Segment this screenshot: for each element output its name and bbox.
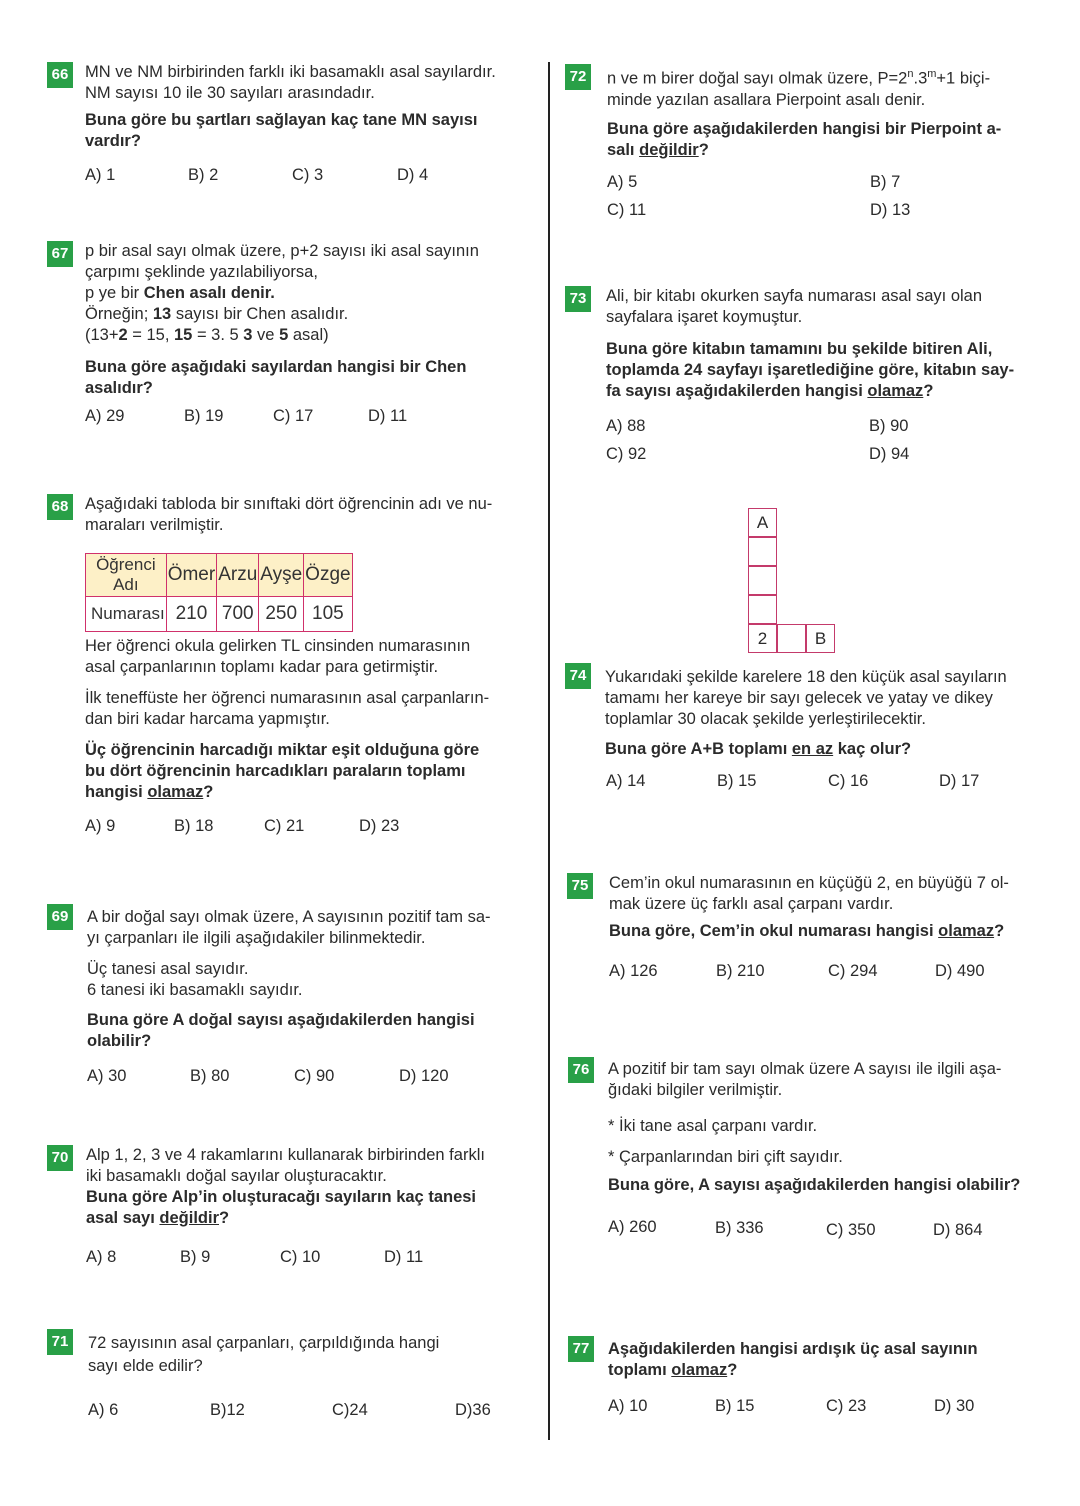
question-prompt: Buna göre A+B toplamı en az kaç olur? xyxy=(605,740,912,758)
option-a[interactable]: A) 9 xyxy=(85,817,116,835)
question-number: 69 xyxy=(47,904,73,930)
option-c[interactable]: C) 21 xyxy=(264,817,305,835)
question-text: mak üzere üç farklı asal çarpanı vardır. xyxy=(609,895,894,913)
option-d[interactable]: D) 4 xyxy=(397,166,429,184)
option-c[interactable]: C) 16 xyxy=(828,772,869,790)
option-c[interactable]: C) 294 xyxy=(828,962,878,980)
table-cell: 210 xyxy=(166,597,217,632)
question-text: A bir doğal sayı olmak üzere, A sayısının pozitif tam sa- xyxy=(87,908,491,926)
option-c[interactable]: C) 10 xyxy=(280,1248,321,1266)
option-d[interactable]: D) 11 xyxy=(368,407,408,425)
option-b[interactable]: B) 210 xyxy=(716,962,765,980)
option-b[interactable]: B) 9 xyxy=(180,1248,211,1266)
question-text: Ali, bir kitabı okurken sayfa numarası asal sayı olan xyxy=(606,287,983,305)
question-prompt: Buna göre A doğal sayısı aşağıdakilerden hangisi xyxy=(87,1011,475,1029)
question-prompt: Buna göre, A sayısı aşağıdakilerden hangisi olabilir? xyxy=(608,1176,1021,1194)
question-number: 75 xyxy=(567,873,593,899)
question-text: Yukarıdaki şekilde karelere 18 den küçük asal sayıların xyxy=(605,668,1007,686)
question-text: Alp 1, 2, 3 ve 4 rakamlarını kullanarak birbirinden farklı xyxy=(86,1146,485,1164)
option-a[interactable]: A) 260 xyxy=(608,1218,657,1236)
question-text: n ve m birer doğal sayı olmak üzere, $P=2^n.3^m+1$ biçi- xyxy=(607,68,991,88)
option-b[interactable]: B) 90 xyxy=(869,417,909,435)
question-number: 74 xyxy=(565,663,591,689)
grid-cell-a: A xyxy=(748,508,777,537)
table-row xyxy=(86,597,353,632)
question-text: * İki tane asal çarpanı vardır. xyxy=(608,1117,818,1135)
option-a[interactable]: A) 126 xyxy=(609,962,658,980)
question-number: 68 xyxy=(47,494,73,520)
question-prompt: bu dört öğrencinin harcadıkları paraların toplamı xyxy=(85,762,466,780)
question-prompt: Buna göre aşağıdakilerden hangisi bir Pierpoint a- xyxy=(607,119,1002,138)
option-d[interactable]: D) 13 xyxy=(870,201,911,219)
question-prompt: Buna göre Alp’in oluşturacağı sayıların kaç tanesi xyxy=(86,1188,477,1206)
question-prompt: vardır? xyxy=(85,132,141,150)
question-text: p ye bir Chen asalı denir. xyxy=(85,284,275,302)
question-text: dan biri kadar harcama yapmıştır. xyxy=(85,710,330,728)
question-text: p bir asal sayı olmak üzere, p+2 sayısı iki asal sayının xyxy=(85,242,479,260)
option-d[interactable]: D) 11 xyxy=(384,1248,424,1266)
option-b[interactable]: B) 15 xyxy=(715,1397,755,1415)
grid-cell-2: 2 xyxy=(748,624,777,653)
grid-cell-b: B xyxy=(806,624,835,653)
question-text: tamamı her kareye bir sayı gelecek ve yatay ve dikey xyxy=(605,689,993,707)
student-table xyxy=(85,553,353,632)
question-prompt: asalıdır? xyxy=(85,379,153,397)
option-b[interactable]: B) 80 xyxy=(190,1067,230,1085)
question-prompt: Buna göre, Cem’in okul numarası hangisi olamaz? xyxy=(609,922,1005,940)
option-c[interactable]: C) 17 xyxy=(273,407,314,425)
grid-cell xyxy=(748,566,777,595)
question-text: asal çarpanlarının toplamı kadar para getirmiştir. xyxy=(85,658,439,676)
question-prompt: hangisi olamaz? xyxy=(85,783,214,801)
option-c[interactable]: C) 350 xyxy=(826,1221,876,1239)
question-prompt: Buna göre kitabın tamamını bu şekilde bitiren Ali, xyxy=(606,340,993,358)
table-header-cell: Özge xyxy=(304,554,352,597)
option-a[interactable]: A) 5 xyxy=(607,173,638,191)
table-header-cell: Arzu xyxy=(217,554,259,597)
question-prompt: Buna göre bu şartları sağlayan kaç tane MN sayısı xyxy=(85,111,478,129)
question-prompt: toplamı olamaz? xyxy=(608,1361,738,1379)
option-c[interactable]: C)24 xyxy=(332,1401,368,1419)
option-b[interactable]: B) 2 xyxy=(188,166,219,184)
grid-cell xyxy=(748,595,777,624)
question-text: yı çarpanları ile ilgili aşağıdakiler bilinmektedir. xyxy=(87,929,426,947)
question-number: 70 xyxy=(47,1145,73,1171)
option-d[interactable]: D) 120 xyxy=(399,1067,449,1085)
option-c[interactable]: C) 3 xyxy=(292,166,324,184)
question-text: Aşağıdaki tabloda bir sınıftaki dört öğrencinin adı ve nu- xyxy=(85,495,493,513)
option-b[interactable]: B) 19 xyxy=(184,407,224,425)
table-header-row xyxy=(86,554,353,597)
column-divider xyxy=(548,62,550,1440)
question-text: İlk teneffüste her öğrenci numarasının asal çarpanların- xyxy=(85,689,490,707)
question-text: sayfalara işaret koymuştur. xyxy=(606,308,803,326)
question-text: minde yazılan asallara Pierpoint asalı denir. xyxy=(607,90,926,109)
question-text: iki basamaklı doğal sayılar oluşturacaktır. xyxy=(86,1167,387,1185)
question-text: sayı elde edilir? xyxy=(88,1357,203,1375)
question-prompt: salı değildir? xyxy=(607,140,709,159)
option-d[interactable]: D) 864 xyxy=(933,1221,983,1239)
option-d[interactable]: D) 23 xyxy=(359,817,400,835)
question-prompt: Üç öğrencinin harcadığı miktar eşit olduğuna göre xyxy=(85,741,480,759)
table-header-cell: Ömer xyxy=(166,554,217,597)
option-d[interactable]: D) 17 xyxy=(939,772,980,790)
question-prompt: toplamda 24 sayfayı işaretlediğine göre, kitabın say- xyxy=(606,361,1015,379)
option-b[interactable]: B) 15 xyxy=(717,772,757,790)
question-prompt: olabilir? xyxy=(87,1032,152,1050)
option-a[interactable]: A) 29 xyxy=(85,407,125,425)
option-d[interactable]: D)36 xyxy=(455,1401,491,1419)
question-number: 67 xyxy=(47,241,73,267)
option-a[interactable]: A) 10 xyxy=(608,1397,648,1415)
option-a[interactable]: A) 1 xyxy=(85,166,116,184)
option-a[interactable]: A) 6 xyxy=(88,1401,119,1419)
question-number: 73 xyxy=(565,286,591,312)
table-cell: 700 xyxy=(217,597,259,632)
prime-grid xyxy=(748,508,848,656)
question-text: (13+2 = 15, 15 = 3. 5 3 ve 5 asal) xyxy=(85,326,329,344)
table-header-cell: Öğrenci Adı xyxy=(86,554,167,597)
question-text: Cem’in okul numarasının en küçüğü 2, en büyüğü 7 ol- xyxy=(609,874,1009,892)
option-b[interactable]: B)12 xyxy=(210,1401,245,1419)
option-b[interactable]: B) 18 xyxy=(174,817,214,835)
grid-cell xyxy=(748,537,777,566)
question-number: 77 xyxy=(568,1336,594,1362)
question-text: Her öğrenci okula gelirken TL cinsinden numarasının xyxy=(85,637,471,655)
question-prompt: fa sayısı aşağıdakilerden hangisi olamaz? xyxy=(606,382,934,400)
option-c[interactable]: C) 90 xyxy=(294,1067,335,1085)
option-a[interactable]: A) 8 xyxy=(86,1248,117,1266)
option-b[interactable]: B) 336 xyxy=(715,1219,764,1237)
table-cell: 105 xyxy=(304,597,352,632)
option-d[interactable]: D) 30 xyxy=(934,1397,975,1415)
option-d[interactable]: D) 490 xyxy=(935,962,985,980)
question-text: 72 sayısının asal çarpanları, çarpıldığında hangi xyxy=(88,1334,440,1352)
option-a[interactable]: A) 88 xyxy=(606,417,646,435)
question-text: çarpımı şeklinde yazılabiliyorsa, xyxy=(85,263,318,281)
option-c[interactable]: C) 23 xyxy=(826,1397,867,1415)
option-c[interactable]: C) 92 xyxy=(606,445,647,463)
question-text: ğıdaki bilgiler verilmiştir. xyxy=(608,1081,783,1099)
option-d[interactable]: D) 94 xyxy=(869,445,910,463)
option-b[interactable]: B) 7 xyxy=(870,173,901,191)
option-c[interactable]: C) 11 xyxy=(607,201,647,219)
question-text: Örneğin; 13 sayısı bir Chen asalıdır. xyxy=(85,305,349,323)
question-text: toplamlar 30 olacak şekilde yerleştirilecektir. xyxy=(605,710,926,728)
question-number: 72 xyxy=(565,64,591,90)
question-text: MN ve NM birbirinden farklı iki basamaklı asal sayılardır. xyxy=(85,63,496,81)
option-a[interactable]: A) 14 xyxy=(606,772,646,790)
question-prompt: Aşağıdakilerden hangisi ardışık üç asal sayının xyxy=(608,1340,978,1358)
table-cell: 250 xyxy=(259,597,304,632)
grid-cell xyxy=(777,624,806,653)
question-number: 76 xyxy=(568,1057,594,1083)
table-cell: Numarası xyxy=(86,597,167,632)
question-text: maraları verilmiştir. xyxy=(85,516,224,534)
option-a[interactable]: A) 30 xyxy=(87,1067,127,1085)
question-text: * Çarpanlarından biri çift sayıdır. xyxy=(608,1148,843,1166)
question-prompt: Buna göre aşağıdaki sayılardan hangisi bir Chen xyxy=(85,358,467,376)
question-number: 66 xyxy=(47,62,73,88)
question-number: 71 xyxy=(47,1329,73,1355)
question-text: 6 tanesi iki basamaklı sayıdır. xyxy=(87,981,303,999)
question-text: A pozitif bir tam sayı olmak üzere A sayısı ile ilgili aşa- xyxy=(608,1060,1002,1078)
table-header-cell: Ayşe xyxy=(259,554,304,597)
question-text: NM sayısı 10 ile 30 sayıları arasındadır. xyxy=(85,84,375,102)
question-prompt: asal sayı değildir? xyxy=(86,1209,230,1227)
question-text: Üç tanesi asal sayıdır. xyxy=(87,960,249,978)
